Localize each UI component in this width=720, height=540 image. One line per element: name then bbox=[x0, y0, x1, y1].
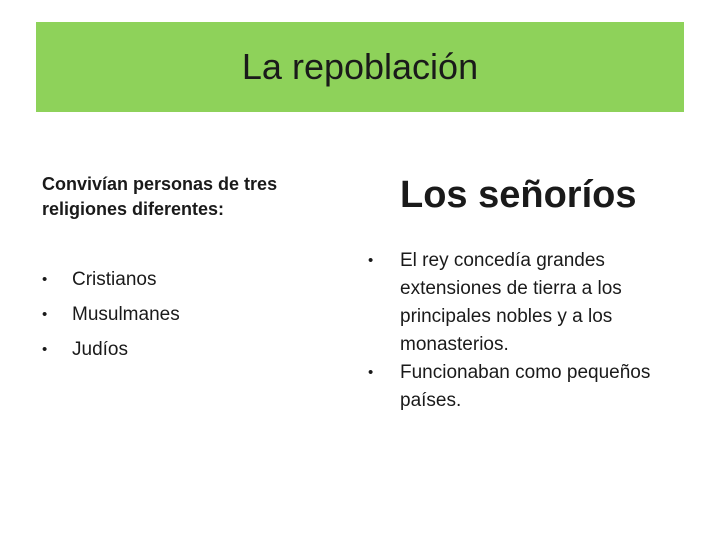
religions-list bbox=[42, 262, 342, 367]
list-item bbox=[368, 247, 668, 359]
list-item bbox=[42, 332, 342, 367]
list-item-text: Judíos bbox=[72, 339, 128, 360]
list-item-text: Musulmanes bbox=[72, 304, 180, 325]
title-bar bbox=[36, 22, 684, 112]
left-intro-text: Convivían personas de tres religiones diferentes: bbox=[42, 174, 278, 219]
slide-title: La repoblación bbox=[241, 46, 479, 87]
list-item bbox=[368, 359, 668, 415]
bullet-icon: • bbox=[42, 341, 48, 358]
list-item-text: Cristianos bbox=[72, 269, 157, 290]
list-item-text: Funcionaban como pequeños países. bbox=[400, 362, 651, 411]
bullet-icon: • bbox=[42, 306, 48, 323]
bullet-icon: • bbox=[368, 364, 374, 381]
list-item-text: El rey concedía grandes extensiones de tierra a los principales nobles y a los monasterios. bbox=[400, 250, 622, 355]
list-item bbox=[42, 297, 342, 332]
left-column bbox=[42, 172, 342, 367]
bullet-icon: • bbox=[42, 271, 48, 288]
section-heading: Los señoríos bbox=[400, 174, 637, 216]
bullet-icon: • bbox=[368, 252, 374, 269]
list-item bbox=[42, 262, 342, 297]
senorios-list bbox=[368, 247, 668, 415]
